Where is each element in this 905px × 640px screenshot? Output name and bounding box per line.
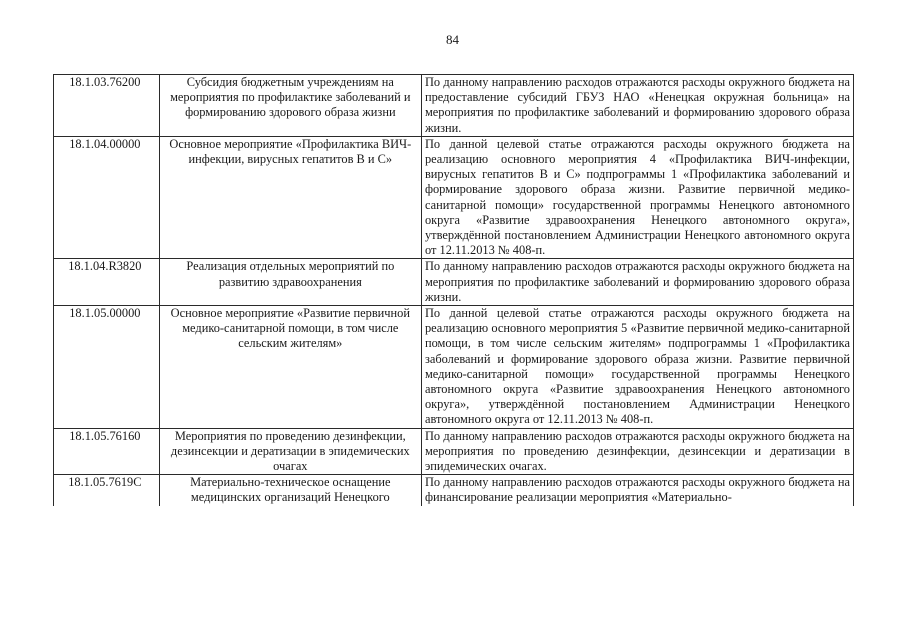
row-name: Основное мероприятие «Развитие первичной медико-санитарной помощи, в том числе сельским жителям»	[159, 306, 421, 429]
row-code: 18.1.05.00000	[54, 306, 160, 429]
row-description: По данному направлению расходов отражаются расходы окружного бюджета на мероприятия по проведению дезинфекции, дезинсекции и дератизации в эпидемических очагах.	[421, 428, 853, 475]
row-description: По данному направлению расходов отражаются расходы окружного бюджета на финансирование реализации мероприятия «Материально-	[421, 475, 853, 506]
row-name: Реализация отдельных мероприятий по развитию здравоохранения	[159, 259, 421, 306]
row-code: 18.1.04.R3820	[54, 259, 160, 306]
row-code: 18.1.05.7619С	[54, 475, 160, 506]
row-description: По данному направлению расходов отражаются расходы окружного бюджета на мероприятия по профилактике заболеваний и формированию здорового образа жизни.	[421, 259, 853, 306]
table-row	[54, 75, 854, 137]
row-name: Мероприятия по проведению дезинфекции, дезинсекции и дератизации в эпидемических очагах	[159, 428, 421, 475]
row-description: По данной целевой статье отражаются расходы окружного бюджета на реализацию основного мероприятия 5 «Развитие первичной медико-санитарной помощи, в том числе сельским жителям» подпрограммы 1 «Профилактика заболеваний и формирование здорового образа жизни. Развитие первичной медико-санитарной помощи» государственной программы Ненецкого автономного округа «Развитие здравоохранения Ненецкого автономного округа», утверждённой постановлением Администрации Ненецкого автономного округа от 12.11.2013 № 408-п.	[421, 306, 853, 429]
row-code: 18.1.04.00000	[54, 136, 160, 259]
row-name: Основное мероприятие «Профилактика ВИЧ-инфекции, вирусных гепатитов В и С»	[159, 136, 421, 259]
page-number: 84	[446, 32, 459, 47]
row-description: По данному направлению расходов отражаются расходы окружного бюджета на предоставление субсидий ГБУЗ НАО «Ненецкая окружная больница» на мероприятия по профилактике заболеваний и формированию здорового образа жизни.	[421, 75, 853, 137]
budget-classification-table	[53, 74, 854, 506]
row-name: Материально-техническое оснащение медицинских организаций Ненецкого	[159, 475, 421, 506]
table-row	[54, 136, 854, 259]
table-row	[54, 428, 854, 475]
table-row	[54, 259, 854, 306]
table-row	[54, 306, 854, 429]
row-name: Субсидия бюджетным учреждениям на мероприятия по профилактике заболеваний и формированию здорового образа жизни	[159, 75, 421, 137]
row-code: 18.1.05.76160	[54, 428, 160, 475]
row-code: 18.1.03.76200	[54, 75, 160, 137]
table-row	[54, 475, 854, 506]
row-description: По данной целевой статье отражаются расходы окружного бюджета на реализацию основного мероприятия 4 «Профилактика ВИЧ-инфекции, вирусных гепатитов В и С» подпрограммы 1 «Профилактика заболеваний и формирование здорового образа жизни. Развитие первичной медико-санитарной помощи» государственной программы Ненецкого автономного округа «Развитие здравоохранения Ненецкого автономного округа», утверждённой постановлением Администрации Ненецкого автономного округа от 12.11.2013 № 408-п.	[421, 136, 853, 259]
